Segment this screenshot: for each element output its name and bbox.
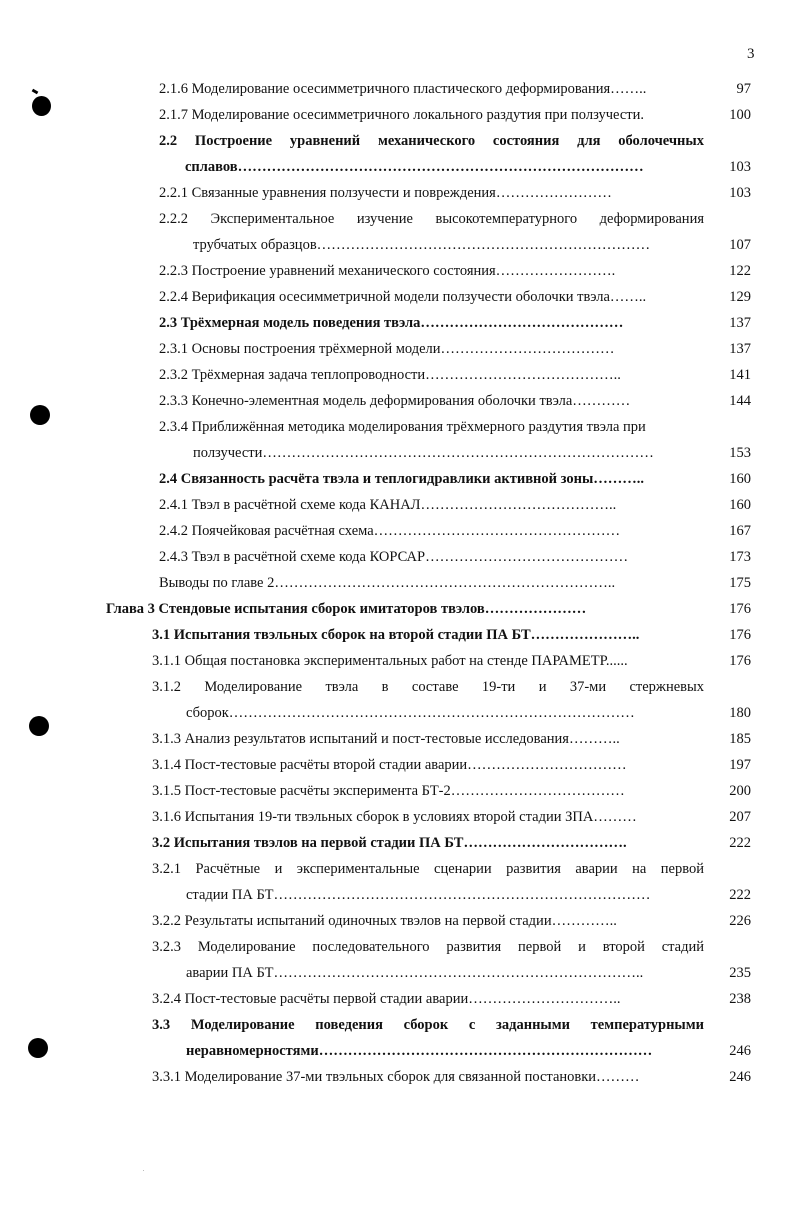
toc-entry-3-1-4: 3.1.4 Пост-тестовые расчёты второй стадии аварии…………………………… <box>152 757 627 773</box>
toc-page: 129 <box>729 289 751 305</box>
toc-entry-3-3: 3.3 Моделирование поведения сборок с заданными температурными <box>152 1017 704 1033</box>
toc-page: 175 <box>729 575 751 591</box>
toc-page: 160 <box>729 497 751 513</box>
punch-hole-2 <box>30 405 50 425</box>
toc-page: 107 <box>729 237 751 253</box>
toc-entry-3-1-2: 3.1.2 Моделирование твэла в составе 19-ти и 37-ми стержневых <box>152 679 704 695</box>
toc-page: 137 <box>729 341 751 357</box>
toc-entry-2-3-4-cont: ползучести……………………………………………………………………… <box>193 445 654 461</box>
toc-page: 176 <box>729 653 751 669</box>
toc-page: 103 <box>729 185 751 201</box>
toc-entry-2-2-2-cont: трубчатых образцов…………………………………………………………… <box>193 237 651 253</box>
toc-entry-2-2: 2.2 Построение уравнений механического состояния для оболочечных <box>159 133 704 149</box>
toc-entry-3-1-1: 3.1.1 Общая постановка экспериментальных работ на стенде ПАРАМЕТР...... <box>152 653 628 669</box>
toc-entry-2-4-3: 2.4.3 Твэл в расчётной схеме кода КОРСАР…………………………………… <box>159 549 629 565</box>
punch-hole-4 <box>28 1038 48 1058</box>
toc-entry-2-4: 2.4 Связанность расчёта твэла и теплогидравлики активной зоны……….. <box>159 471 645 487</box>
toc-entry-3-1-3: 3.1.3 Анализ результатов испытаний и пост-тестовые исследования……….. <box>152 731 620 747</box>
toc-entry-2-1-7: 2.1.7 Моделирование осесимметричного локального раздутия при ползучести. <box>159 107 644 123</box>
toc-page: 235 <box>729 965 751 981</box>
toc-page: 238 <box>729 991 751 1007</box>
toc-entry-2-3-1: 2.3.1 Основы построения трёхмерной модели……………………………… <box>159 341 615 357</box>
toc-entry-3-2-2: 3.2.2 Результаты испытаний одиночных твэлов на первой стадии………….. <box>152 913 617 929</box>
toc-page: 167 <box>729 523 751 539</box>
toc-entry-3-2-3: 3.2.3 Моделирование последовательного развития первой и второй стадий <box>152 939 704 955</box>
toc-page: 180 <box>729 705 751 721</box>
toc-entry-2-2-4: 2.2.4 Верификация осесимметричной модели ползучести оболочки твэла…….. <box>159 289 647 305</box>
toc-page: 100 <box>729 107 751 123</box>
toc-entry-2-3-3: 2.3.3 Конечно-элементная модель деформирования оболочки твэла………… <box>159 393 631 409</box>
toc-page: 246 <box>729 1043 751 1059</box>
toc-page: 137 <box>729 315 751 331</box>
toc-entry-2-3-2: 2.3.2 Трёхмерная задача теплопроводности………………………………….. <box>159 367 621 383</box>
toc-page: 97 <box>736 81 751 97</box>
toc-page: 141 <box>729 367 751 383</box>
toc-entry-2-2-3: 2.2.3 Построение уравнений механического состояния……………………. <box>159 263 616 279</box>
toc-entry-3-3-1: 3.3.1 Моделирование 37-ми твэльных сборок для связанной постановки……… <box>152 1069 640 1085</box>
toc-page: 222 <box>729 835 751 851</box>
toc-entry-3-1-6: 3.1.6 Испытания 19-ти твэльных сборок в условиях второй стадии ЗПА……… <box>152 809 637 825</box>
toc-page: 160 <box>729 471 751 487</box>
toc-page: 185 <box>729 731 751 747</box>
toc-entry-2-4-1: 2.4.1 Твэл в расчётной схеме кода КАНАЛ………………………………….. <box>159 497 617 513</box>
toc-entry-3-1-2-cont: сборок………………………………………………………………………… <box>186 705 635 721</box>
toc-page: 176 <box>729 601 751 617</box>
toc-entry-chapter-3: Глава 3 Стендовые испытания сборок имитаторов твэлов………………… <box>106 601 587 617</box>
toc-entry-2-4-2: 2.4.2 Поячейковая расчётная схема…………………………………………… <box>159 523 621 539</box>
toc-entry-3-2: 3.2 Испытания твэлов на первой стадии ПА БТ……………………………. <box>152 835 627 851</box>
toc-page: 226 <box>729 913 751 929</box>
toc-entry-2-3: 2.3 Трёхмерная модель поведения твэла…………………………………… <box>159 315 624 331</box>
page-number: 3 <box>747 46 755 62</box>
toc-entry-conclusions-2: Выводы по главе 2…………………………………………………………….. <box>159 575 616 591</box>
toc-page: 103 <box>729 159 751 175</box>
scan-dot <box>143 1170 144 1171</box>
toc-entry-2-2-cont: сплавов………………………………………………………………………… <box>185 159 644 175</box>
toc-page: 246 <box>729 1069 751 1085</box>
toc-entry-2-2-1: 2.2.1 Связанные уравнения ползучести и повреждения…………………… <box>159 185 612 201</box>
toc-entry-2-1-6: 2.1.6 Моделирование осесимметричного пластического деформирования…….. <box>159 81 647 97</box>
scan-speck <box>32 89 39 95</box>
toc-page: 222 <box>729 887 751 903</box>
toc-page: 153 <box>729 445 751 461</box>
toc-page: 144 <box>729 393 751 409</box>
toc-entry-2-3-4: 2.3.4 Приближённая методика моделирования трёхмерного раздутия твэла при <box>159 419 646 435</box>
toc-page: 200 <box>729 783 751 799</box>
toc-entry-3-3-cont: неравномерностями…………………………………………………………… <box>186 1043 653 1059</box>
toc-entry-3-2-4: 3.2.4 Пост-тестовые расчёты первой стадии аварии………………………….. <box>152 991 621 1007</box>
toc-page: 176 <box>729 627 751 643</box>
toc-page: 173 <box>729 549 751 565</box>
toc-page: 207 <box>729 809 751 825</box>
toc-entry-3-1-5: 3.1.5 Пост-тестовые расчёты эксперимента БТ-2……………………………… <box>152 783 625 799</box>
toc-entry-3-2-3-cont: аварии ПА БТ………………………………………………………………….. <box>186 965 644 981</box>
toc-entry-3-2-1: 3.2.1 Расчётные и экспериментальные сценарии развития аварии на первой <box>152 861 704 877</box>
toc-page: 122 <box>729 263 751 279</box>
toc-entry-2-2-2: 2.2.2 Экспериментальное изучение высокотемпературного деформирования <box>159 211 704 227</box>
punch-hole-1 <box>32 96 51 116</box>
toc-entry-3-2-1-cont: стадии ПА БТ…………………………………………………………………… <box>186 887 651 903</box>
toc-page: 197 <box>729 757 751 773</box>
punch-hole-3 <box>29 716 49 736</box>
toc-entry-3-1: 3.1 Испытания твэльных сборок на второй стадии ПА БТ………………….. <box>152 627 640 643</box>
